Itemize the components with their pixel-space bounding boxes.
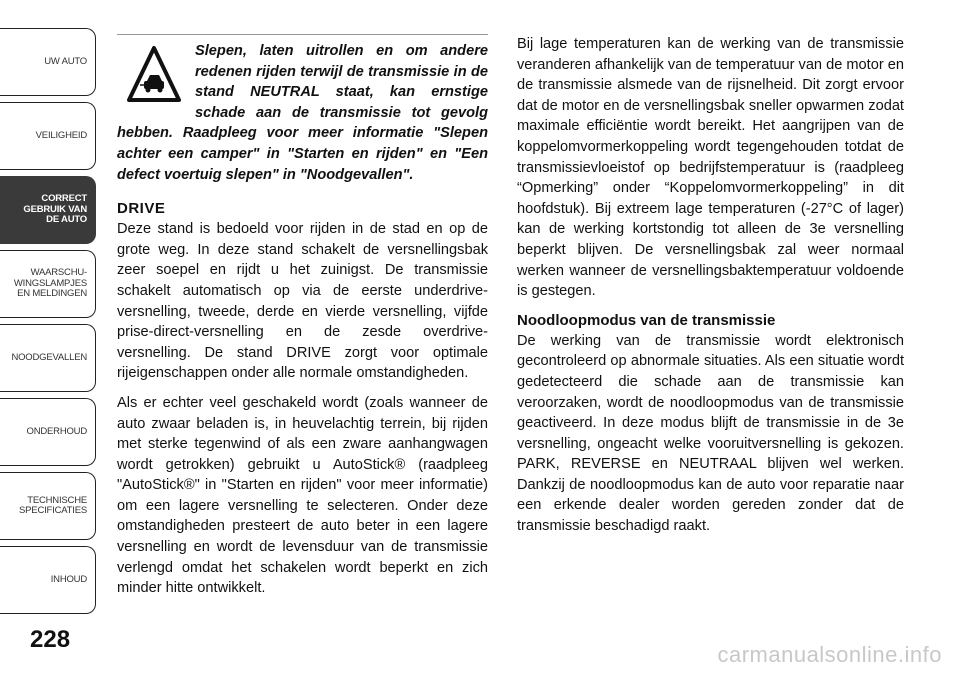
drive-paragraph-1: Deze stand is bedoeld voor rijden in de stad en op de grote weg. In deze stand schakelt de versnellingsbak zeer soepel en rijdt u het zuinigst. De transmissie schakelt automatisch op via de eerste underdrive-versnelling, tweede, derde en vierde versnelling, vijfde prise-direct-versnelling en de zesde overdrive-versnelling. De stand DRIVE zorgt voor optimale rijeigenschappen onder alle normale omstandigheden. xyxy=(117,221,488,382)
tab-label: TECHNISCHE SPECIFICATIES xyxy=(19,494,87,516)
tab-waarschuwingslampjes[interactable] xyxy=(0,250,96,318)
page-number: 228 xyxy=(30,626,71,653)
warning-box xyxy=(117,34,488,185)
right-column xyxy=(517,34,904,546)
tab-inhoud[interactable] xyxy=(0,546,96,614)
tab-label: WAARSCHU- WINGSLAMPJES EN MELDINGEN xyxy=(13,267,87,300)
tab-noodgevallen[interactable] xyxy=(0,324,96,392)
tab-onderhoud[interactable] xyxy=(0,398,96,466)
warning-triangle-towing-icon xyxy=(127,45,181,105)
tab-label: VEILIGHEID xyxy=(35,129,87,141)
tab-label: INHOUD xyxy=(50,573,87,585)
tab-label: ONDERHOUD xyxy=(26,425,87,437)
tab-uw-auto[interactable] xyxy=(0,28,96,96)
tab-veiligheid[interactable] xyxy=(0,102,96,170)
tab-label: CORRECT GEBRUIK VAN DE AUTO xyxy=(23,193,87,226)
warning-text: Slepen, laten uitrollen en om andere redenen rijden terwijl de transmissie in de stand NEUTRAL staat, kan ernstige schade aan de transmissie tot gevolg hebben. Raadpleeg voor meer informatie "Slepen achter een camper" in "Starten en rijden" en "Een defect voertuig slepen" in "Noodgevallen". xyxy=(117,43,488,183)
tab-label: UW AUTO xyxy=(44,55,87,67)
tab-label: NOODGEVALLEN xyxy=(11,351,87,363)
tab-technische-specificaties[interactable] xyxy=(0,472,96,540)
drive-heading: DRIVE xyxy=(117,200,166,218)
drive-paragraph-2: Als er echter veel geschakeld wordt (zoals wanneer de auto zwaar beladen is, in heuvelachtig terrein, bij rijden met sterke tegenwind of als een zware aanhangwagen wordt getrokken) gebruikt u AutoStick® (raadpleeg "AutoStick®" in "Starten en rijden" voor meer informatie) om een lagere versnelling te selecteren. Onder deze omstandigheden presteert de auto beter in een lagere versnelling en wordt de levensduur van de transmissie verlengd omdat het schakelen wordt beperkt en zich minder hitte ontwikkelt. xyxy=(117,394,488,597)
left-column xyxy=(117,34,488,608)
limp-mode-paragraph: De werking van de transmissie wordt elektronisch gecontroleerd op abnormale situaties. Als een situatie wordt gedetecteerd die schade aan de transmissie kan veroorzaken, wordt de noodloopmodus van de transmissie geactiveerd. In deze modus blijft de transmissie in de 3e versnelling, ongeacht welke vooruitversnelling is gekozen. PARK, REVERSE en NEUTRAAL blijven wel werken. Dankzij de noodloopmodus kan de auto voor reparatie naar een erkende dealer worden gereden zonder dat de transmissie beschadigd raakt. xyxy=(517,332,904,535)
low-temperature-paragraph: Bij lage temperaturen kan de werking van de transmissie veranderen afhankelijk van de temperatuur van de motor en de transmissie alsmede van de rijsnelheid. Dit zorgt ervoor dat de motor en de versnellingsbak sneller opwarmen zodat maximale efficiëntie wordt bereikt. Het aangrijpen van de koppelomvormerkoppeling wordt tegengehouden totdat de transmissievloeistof op bedrijfstemperatuur is (raadpleeg “Opmerking” onder “Koppelomvormerkoppeling” in dit hoofdstuk). Bij extreem lage temperaturen (-27°C of lager) kan de werking kortstondig tot alleen de 3e versnelling beperkt blijven. De versnellingsbak zal weer normaal werken wanneer de versnellingsbaktemperatuur voldoende is gestegen. xyxy=(517,36,904,300)
watermark: carmanualsonline.info xyxy=(717,642,942,667)
limp-mode-heading: Noodloopmodus van de transmissie xyxy=(517,311,776,329)
tab-correct-gebruik[interactable] xyxy=(0,176,96,244)
